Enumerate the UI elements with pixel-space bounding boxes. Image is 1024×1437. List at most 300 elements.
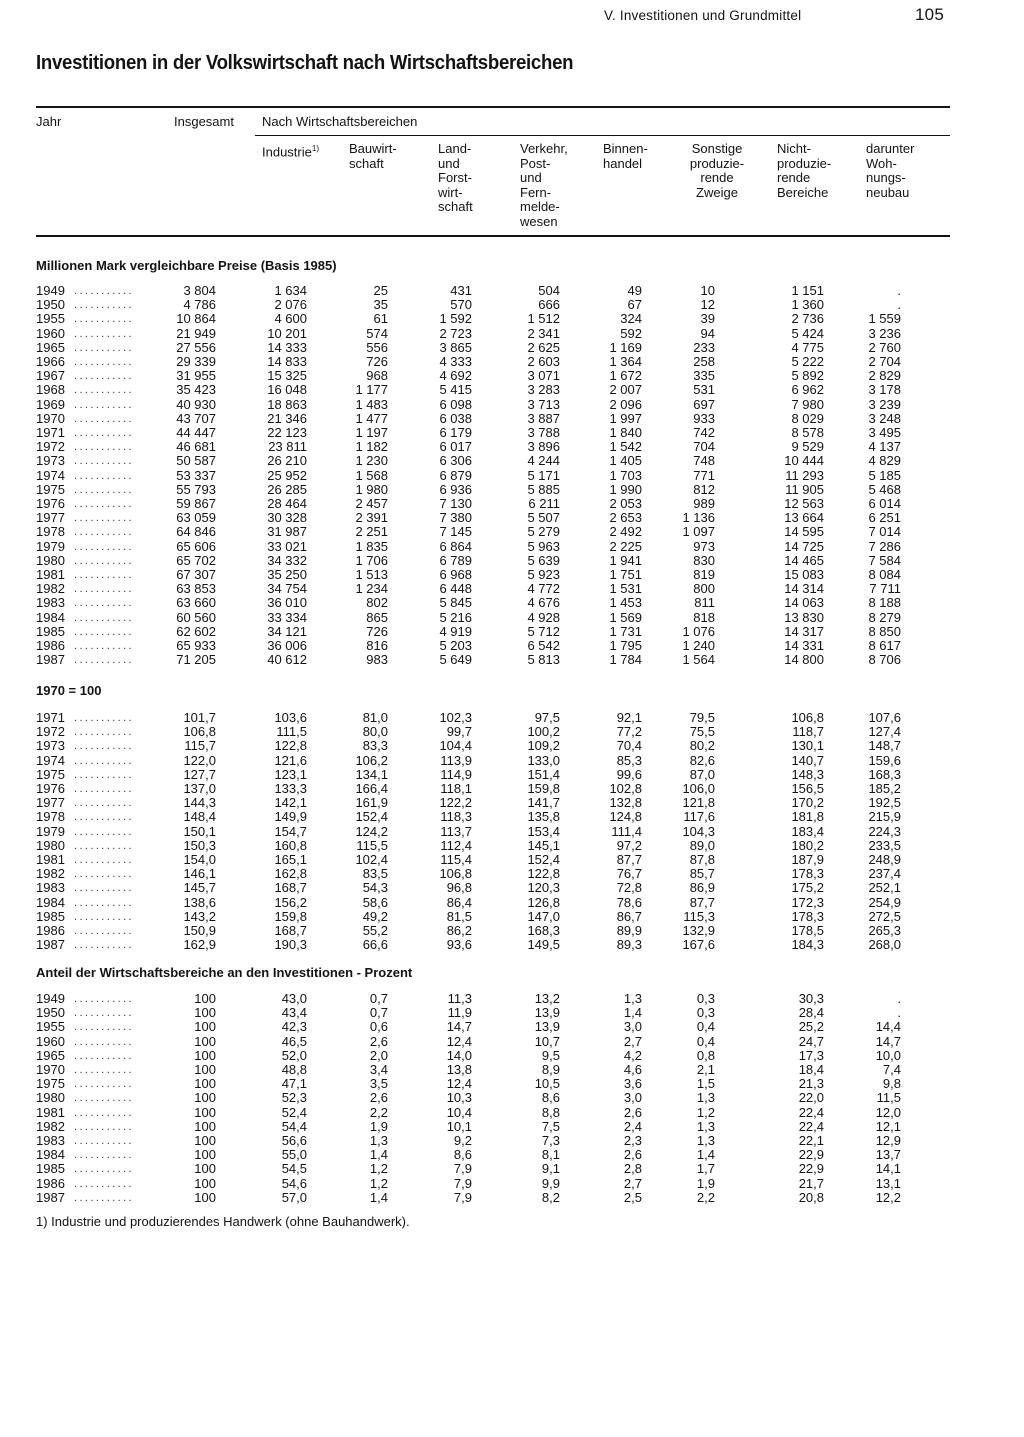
- cell-verkehr: 149,5: [527, 937, 560, 953]
- cell-sonstige: 167,6: [682, 937, 715, 953]
- cell-industrie: 190,3: [274, 937, 307, 953]
- cell-insgesamt: 100: [194, 1118, 216, 1134]
- cell-sonstige: 106,0: [682, 781, 715, 796]
- cell-industrie: 1 634: [274, 283, 307, 298]
- cell-land-forst: 112,4: [440, 837, 472, 853]
- cell-land-forst: 81,5: [446, 908, 472, 924]
- leader-dots: ...........: [74, 569, 135, 581]
- cell-sonstige: 933: [693, 410, 715, 426]
- cell-sonstige: 39: [700, 311, 715, 327]
- cell-nichtproduzierende: 6 962: [791, 382, 824, 398]
- cell-nichtproduzierende: 18,4: [798, 1062, 824, 1077]
- year-cell: 1976: [36, 496, 65, 511]
- cell-bauwirtschaft: 106,2: [355, 752, 388, 768]
- cell-binnenhandel: 1 672: [609, 368, 642, 384]
- cell-land-forst: 6 038: [439, 410, 472, 426]
- year-cell: 1987: [36, 1189, 65, 1205]
- year-cell: 1970: [36, 410, 65, 426]
- cell-bauwirtschaft: 58,6: [362, 894, 388, 910]
- cell-sonstige: 87,8: [689, 852, 715, 867]
- year-cell: 1978: [36, 524, 65, 540]
- cell-sonstige: 811: [694, 595, 715, 611]
- cell-verkehr: 6 211: [528, 496, 560, 511]
- cell-insgesamt: 31 955: [176, 368, 216, 384]
- cell-wohnungsneubau: 12,1: [875, 1118, 901, 1134]
- year-cell: 1983: [36, 880, 65, 896]
- cell-binnenhandel: 89,3: [616, 937, 642, 953]
- cell-land-forst: 5 649: [439, 652, 472, 668]
- cell-wohnungsneubau: 13,7: [875, 1147, 901, 1163]
- cell-insgesamt: 122,0: [183, 752, 216, 768]
- cell-wohnungsneubau: 13,1: [875, 1175, 901, 1191]
- cell-verkehr: 120,3: [527, 880, 560, 896]
- cell-verkehr: 5 639: [527, 552, 560, 568]
- col-header-verkehr: Verkehr, Post- und Fern- melde- wesen: [520, 141, 568, 229]
- leader-dots: ...........: [74, 285, 135, 297]
- cell-nichtproduzierende: 184,3: [791, 937, 824, 953]
- cell-verkehr: 152,4: [527, 852, 560, 867]
- cell-wohnungsneubau: 268,0: [868, 937, 901, 953]
- cell-land-forst: 114,9: [440, 766, 472, 782]
- cell-verkehr: 5 507: [527, 510, 560, 526]
- cell-land-forst: 3 865: [439, 339, 472, 355]
- cell-sonstige: 531: [693, 382, 715, 398]
- cell-industrie: 46,5: [281, 1033, 307, 1049]
- cell-industrie: 54,4: [281, 1118, 307, 1134]
- cell-land-forst: 118,1: [440, 781, 472, 796]
- cell-verkehr: 2 603: [527, 354, 560, 369]
- cell-nichtproduzierende: 130,1: [791, 738, 824, 754]
- cell-land-forst: 4 919: [439, 623, 472, 639]
- cell-wohnungsneubau: 2 760: [868, 339, 901, 355]
- cell-bauwirtschaft: 102,4: [355, 852, 388, 867]
- cell-industrie: 25 952: [267, 467, 307, 483]
- cell-nichtproduzierende: 25,2: [798, 1019, 824, 1035]
- cell-insgesamt: 50 587: [176, 453, 216, 469]
- cell-nichtproduzierende: 21,7: [798, 1175, 824, 1191]
- cell-industrie: 103,6: [274, 710, 307, 725]
- cell-sonstige: 818: [693, 609, 715, 625]
- cell-wohnungsneubau: .: [897, 991, 901, 1006]
- cell-land-forst: 113,9: [440, 752, 472, 768]
- cell-binnenhandel: 92,1: [616, 710, 642, 725]
- year-cell: 1955: [36, 1019, 65, 1035]
- table-row: [36, 582, 950, 596]
- year-cell: 1982: [36, 1118, 65, 1134]
- cell-verkehr: 3 887: [527, 410, 560, 426]
- leader-dots: ...........: [74, 455, 135, 468]
- cell-verkehr: 3 788: [527, 425, 560, 440]
- year-cell: 1972: [36, 724, 65, 740]
- cell-verkehr: 10,5: [534, 1076, 560, 1092]
- year-cell: 1981: [36, 1104, 65, 1120]
- cell-nichtproduzierende: 4 775: [791, 339, 824, 355]
- table-row: [36, 768, 950, 782]
- cell-verkehr: 126,8: [527, 894, 560, 910]
- year-cell: 1949: [36, 283, 65, 298]
- cell-industrie: 160,8: [274, 837, 307, 853]
- cell-verkehr: 8,8: [541, 1104, 560, 1120]
- cell-bauwirtschaft: 0,7: [369, 1005, 388, 1021]
- cell-bauwirtschaft: 2 251: [355, 524, 388, 540]
- footnote: 1) Industrie und produzierendes Handwerk (ohne Bauhandwerk).: [36, 1214, 410, 1229]
- year-cell: 1980: [36, 552, 65, 568]
- leader-dots: ...........: [74, 498, 135, 510]
- cell-sonstige: 830: [693, 552, 715, 568]
- cell-nichtproduzierende: 14 331: [784, 638, 824, 653]
- cell-industrie: 42,3: [281, 1019, 307, 1035]
- cell-insgesamt: 53 337: [176, 467, 216, 483]
- chapter-heading: V. Investitionen und Grundmittel: [604, 8, 802, 23]
- year-cell: 1949: [36, 991, 65, 1006]
- cell-wohnungsneubau: 272,5: [868, 908, 901, 924]
- cell-wohnungsneubau: 265,3: [868, 923, 901, 938]
- cell-sonstige: 10: [700, 283, 715, 298]
- cell-nichtproduzierende: 12 563: [784, 496, 824, 511]
- cell-sonstige: 86,9: [689, 880, 715, 896]
- cell-bauwirtschaft: 1 835: [355, 538, 388, 554]
- leader-dots: ...........: [74, 1177, 135, 1190]
- cell-bauwirtschaft: 1 477: [355, 410, 388, 426]
- year-cell: 1965: [36, 1047, 65, 1063]
- cell-land-forst: 118,3: [440, 809, 472, 825]
- table-row: [36, 355, 950, 369]
- year-cell: 1987: [36, 652, 65, 668]
- cell-insgesamt: 3 804: [183, 283, 216, 298]
- leader-dots: ...........: [74, 868, 135, 881]
- cell-binnenhandel: 1 169: [609, 339, 642, 355]
- cell-nichtproduzierende: 13 664: [784, 510, 824, 526]
- cell-wohnungsneubau: 3 178: [868, 382, 901, 398]
- cell-sonstige: 1,3: [696, 1090, 715, 1106]
- cell-binnenhandel: 76,7: [616, 866, 642, 882]
- cell-insgesamt: 35 423: [176, 382, 216, 398]
- cell-industrie: 35 250: [267, 567, 307, 582]
- cell-binnenhandel: 49: [627, 283, 642, 298]
- cell-industrie: 52,0: [281, 1047, 307, 1063]
- cell-binnenhandel: 1 795: [609, 638, 642, 653]
- cell-nichtproduzierende: 14 063: [784, 595, 824, 611]
- cell-wohnungsneubau: 8 084: [868, 567, 901, 582]
- cell-land-forst: 12,4: [446, 1076, 472, 1092]
- year-cell: 1981: [36, 567, 65, 582]
- cell-insgesamt: 148,4: [183, 809, 216, 825]
- cell-verkehr: 168,3: [527, 923, 560, 938]
- leader-dots: ...........: [74, 783, 135, 795]
- cell-binnenhandel: 1 751: [609, 567, 642, 582]
- page-number: 105: [915, 5, 944, 24]
- cell-nichtproduzierende: 22,9: [798, 1161, 824, 1177]
- cell-binnenhandel: 77,2: [616, 724, 642, 740]
- year-cell: 1960: [36, 1033, 65, 1049]
- cell-industrie: 43,4: [281, 1005, 307, 1021]
- year-cell: 1985: [36, 623, 65, 639]
- leader-dots: ...........: [74, 398, 135, 411]
- cell-sonstige: 742: [693, 425, 715, 440]
- cell-verkehr: 100,2: [527, 724, 560, 740]
- cell-bauwirtschaft: 1,4: [369, 1147, 388, 1163]
- cell-bauwirtschaft: 1 230: [355, 453, 388, 469]
- leader-dots: ...........: [74, 583, 135, 596]
- cell-nichtproduzierende: 30,3: [798, 991, 824, 1006]
- cell-binnenhandel: 4,2: [623, 1047, 642, 1063]
- cell-industrie: 34 754: [267, 581, 307, 597]
- cell-sonstige: 87,7: [689, 894, 715, 910]
- cell-nichtproduzierende: 148,3: [791, 766, 824, 782]
- leader-dots: ...........: [74, 1191, 135, 1204]
- cell-nichtproduzierende: 180,2: [791, 837, 824, 853]
- cell-binnenhandel: 324: [620, 311, 642, 327]
- table-row: [36, 511, 950, 525]
- cell-insgesamt: 43 707: [176, 410, 216, 426]
- leader-dots: ...........: [74, 740, 135, 753]
- leader-dots: ...........: [74, 469, 135, 482]
- cell-verkehr: 5 963: [527, 538, 560, 554]
- cell-industrie: 14 333: [267, 339, 307, 355]
- cell-wohnungsneubau: 168,3: [868, 766, 901, 782]
- col-header-bauwirtschaft: Bauwirt- schaft: [349, 141, 397, 171]
- cell-bauwirtschaft: 83,5: [362, 866, 388, 882]
- cell-nichtproduzierende: 14 800: [784, 652, 824, 668]
- cell-industrie: 54,6: [281, 1175, 307, 1191]
- cell-sonstige: 1 097: [682, 524, 715, 540]
- cell-bauwirtschaft: 1,2: [369, 1175, 388, 1191]
- cell-verkehr: 504: [538, 283, 560, 298]
- cell-industrie: 55,0: [281, 1147, 307, 1163]
- cell-binnenhandel: 2 053: [609, 496, 642, 511]
- cell-sonstige: 0,3: [696, 1005, 715, 1021]
- table-row: [36, 611, 950, 625]
- leader-dots: ...........: [74, 384, 135, 397]
- table-row: [36, 881, 950, 895]
- cell-wohnungsneubau: 6 014: [868, 496, 901, 511]
- cell-wohnungsneubau: 254,9: [868, 894, 901, 910]
- year-cell: 1967: [36, 368, 65, 384]
- cell-bauwirtschaft: 1,3: [369, 1133, 388, 1148]
- cell-insgesamt: 100: [194, 1005, 216, 1021]
- cell-industrie: 34 332: [267, 552, 307, 568]
- cell-land-forst: 6 789: [439, 552, 472, 568]
- leader-dots: ...........: [74, 1035, 135, 1048]
- leader-dots: ...........: [74, 854, 135, 866]
- cell-sonstige: 85,7: [689, 866, 715, 882]
- leader-dots: ...........: [74, 625, 135, 638]
- cell-verkehr: 4 676: [527, 595, 560, 611]
- cell-land-forst: 431: [450, 283, 472, 298]
- cell-sonstige: 748: [693, 453, 715, 469]
- col-header-binnenhandel: Binnen- handel: [603, 141, 648, 171]
- year-cell: 1982: [36, 866, 65, 882]
- cell-sonstige: 1 136: [682, 510, 715, 526]
- table-row: [36, 1148, 950, 1162]
- cell-sonstige: 12: [700, 297, 715, 313]
- year-cell: 1984: [36, 609, 65, 625]
- year-cell: 1955: [36, 311, 65, 327]
- cell-insgesamt: 127,7: [183, 766, 216, 782]
- cell-sonstige: 87,0: [689, 766, 715, 782]
- cell-nichtproduzierende: 15 083: [784, 567, 824, 582]
- leader-dots: ...........: [74, 1135, 135, 1147]
- cell-insgesamt: 100: [194, 991, 216, 1006]
- cell-sonstige: 0,4: [696, 1033, 715, 1049]
- cell-sonstige: 89,0: [689, 837, 715, 853]
- cell-land-forst: 5 216: [439, 609, 472, 625]
- cell-wohnungsneubau: 237,4: [868, 866, 901, 882]
- cell-nichtproduzierende: 14 317: [784, 623, 824, 639]
- cell-binnenhandel: 102,8: [609, 781, 642, 796]
- cell-wohnungsneubau: 4 137: [868, 439, 901, 455]
- cell-insgesamt: 100: [194, 1189, 216, 1205]
- cell-nichtproduzierende: 22,9: [798, 1147, 824, 1163]
- cell-sonstige: 697: [693, 396, 715, 412]
- cell-bauwirtschaft: 54,3: [362, 880, 388, 896]
- cell-land-forst: 7 130: [439, 496, 472, 511]
- cell-verkehr: 5 279: [527, 524, 560, 540]
- cell-insgesamt: 55 793: [176, 481, 216, 497]
- cell-wohnungsneubau: 2 704: [868, 354, 901, 369]
- cell-bauwirtschaft: 2,6: [369, 1033, 388, 1049]
- leader-dots: ...........: [74, 412, 135, 425]
- table-row: [36, 625, 950, 639]
- cell-land-forst: 9,2: [453, 1133, 472, 1148]
- cell-nichtproduzierende: 2 736: [791, 311, 824, 327]
- cell-land-forst: 86,2: [446, 923, 472, 938]
- table-row: [36, 1134, 950, 1148]
- cell-verkehr: 109,2: [527, 738, 560, 754]
- cell-land-forst: 6 968: [439, 567, 472, 582]
- cell-land-forst: 10,1: [446, 1118, 472, 1134]
- cell-nichtproduzierende: 170,2: [791, 795, 824, 811]
- cell-bauwirtschaft: 0,6: [369, 1019, 388, 1035]
- cell-insgesamt: 40 930: [176, 396, 216, 412]
- table-row: [36, 1106, 950, 1120]
- leader-dots: ...........: [74, 1120, 135, 1133]
- cell-nichtproduzierende: 175,2: [791, 880, 824, 896]
- cell-wohnungsneubau: 107,6: [868, 710, 901, 725]
- cell-binnenhandel: 70,4: [616, 738, 642, 754]
- cell-sonstige: 75,5: [689, 724, 715, 740]
- cell-verkehr: 5 923: [527, 567, 560, 582]
- cell-bauwirtschaft: 55,2: [362, 923, 388, 938]
- cell-verkehr: 153,4: [527, 823, 560, 839]
- table-row: [36, 298, 950, 312]
- cell-wohnungsneubau: 12,9: [875, 1133, 901, 1148]
- year-cell: 1973: [36, 453, 65, 469]
- cell-nichtproduzierende: 7 980: [791, 396, 824, 412]
- cell-insgesamt: 146,1: [183, 866, 216, 882]
- cell-nichtproduzierende: 14 465: [784, 552, 824, 568]
- cell-nichtproduzierende: 5 424: [791, 325, 824, 341]
- cell-nichtproduzierende: 13 830: [784, 609, 824, 625]
- year-cell: 1981: [36, 852, 65, 867]
- cell-insgesamt: 100: [194, 1161, 216, 1177]
- cell-industrie: 26 285: [267, 481, 307, 497]
- cell-verkehr: 9,1: [541, 1161, 560, 1177]
- cell-sonstige: 121,8: [682, 795, 715, 811]
- cell-land-forst: 4 692: [439, 368, 472, 384]
- table-row: [36, 1049, 950, 1063]
- cell-wohnungsneubau: 7,4: [882, 1062, 901, 1077]
- leader-dots: ...........: [74, 1149, 135, 1162]
- cell-bauwirtschaft: 2,0: [369, 1047, 388, 1063]
- cell-land-forst: 2 723: [439, 325, 472, 341]
- cell-sonstige: 79,5: [689, 710, 715, 725]
- leader-dots: ...........: [74, 1163, 135, 1176]
- cell-binnenhandel: 3,0: [623, 1090, 642, 1106]
- leader-dots: ...........: [74, 797, 135, 810]
- cell-binnenhandel: 2,6: [623, 1104, 642, 1120]
- table-row: [36, 1177, 950, 1191]
- cell-industrie: 33 334: [267, 609, 307, 625]
- cell-verkehr: 13,9: [534, 1019, 560, 1035]
- year-cell: 1979: [36, 823, 65, 839]
- leader-dots: ...........: [74, 341, 135, 354]
- cell-sonstige: 771: [693, 467, 715, 483]
- cell-insgesamt: 21 949: [176, 325, 216, 341]
- cell-binnenhandel: 2,7: [623, 1175, 642, 1191]
- table-row: [36, 554, 950, 568]
- col-header-land: Land- und Forst- wirt- schaft: [438, 141, 473, 214]
- cell-bauwirtschaft: 83,3: [362, 738, 388, 754]
- cell-binnenhandel: 67: [627, 297, 642, 313]
- year-cell: 1950: [36, 1005, 65, 1021]
- cell-wohnungsneubau: 8 706: [868, 652, 901, 668]
- col-header-insgesamt: Insgesamt: [174, 114, 234, 129]
- cell-verkehr: 8,1: [541, 1147, 560, 1163]
- cell-industrie: 4 600: [274, 311, 307, 327]
- table-row: [36, 568, 950, 582]
- year-cell: 1985: [36, 1161, 65, 1177]
- cell-land-forst: 6 864: [439, 538, 472, 554]
- cell-bauwirtschaft: 1,9: [369, 1118, 388, 1134]
- cell-industrie: 21 346: [267, 410, 307, 426]
- cell-land-forst: 7 380: [439, 510, 472, 526]
- cell-wohnungsneubau: 12,2: [875, 1189, 901, 1205]
- leader-dots: ...........: [74, 1078, 135, 1091]
- cell-industrie: 36 010: [267, 595, 307, 611]
- col-header-darunter: darunter Woh- nungs- neubau: [866, 141, 915, 200]
- cell-sonstige: 800: [693, 581, 715, 597]
- cell-land-forst: 11,9: [447, 1005, 472, 1021]
- table-row: [36, 497, 950, 511]
- cell-bauwirtschaft: 3,5: [369, 1076, 388, 1092]
- cell-bauwirtschaft: 35: [373, 297, 388, 313]
- cell-nichtproduzierende: 183,4: [791, 823, 824, 839]
- year-cell: 1968: [36, 382, 65, 398]
- table-row: [36, 596, 950, 610]
- cell-land-forst: 8,6: [453, 1147, 472, 1163]
- cell-land-forst: 102,3: [439, 710, 472, 725]
- cell-sonstige: 1,4: [696, 1147, 715, 1163]
- cell-sonstige: 812: [693, 481, 715, 497]
- cell-wohnungsneubau: 3 248: [868, 410, 901, 426]
- cell-bauwirtschaft: 61: [373, 311, 388, 327]
- cell-insgesamt: 65 702: [176, 552, 216, 568]
- cell-verkehr: 5 171: [527, 467, 560, 483]
- cell-binnenhandel: 2 096: [609, 396, 642, 412]
- cell-land-forst: 1 592: [439, 311, 472, 327]
- cell-sonstige: 115,3: [683, 908, 715, 924]
- cell-industrie: 142,1: [274, 795, 307, 811]
- cell-wohnungsneubau: 224,3: [868, 823, 901, 839]
- cell-wohnungsneubau: .: [897, 283, 901, 298]
- cell-verkehr: 10,7: [534, 1033, 560, 1049]
- cell-verkehr: 122,8: [527, 866, 560, 882]
- cell-bauwirtschaft: 2,2: [369, 1104, 388, 1120]
- cell-binnenhandel: 1 542: [609, 439, 642, 455]
- cell-bauwirtschaft: 66,6: [362, 937, 388, 953]
- cell-verkehr: 3 283: [527, 382, 560, 398]
